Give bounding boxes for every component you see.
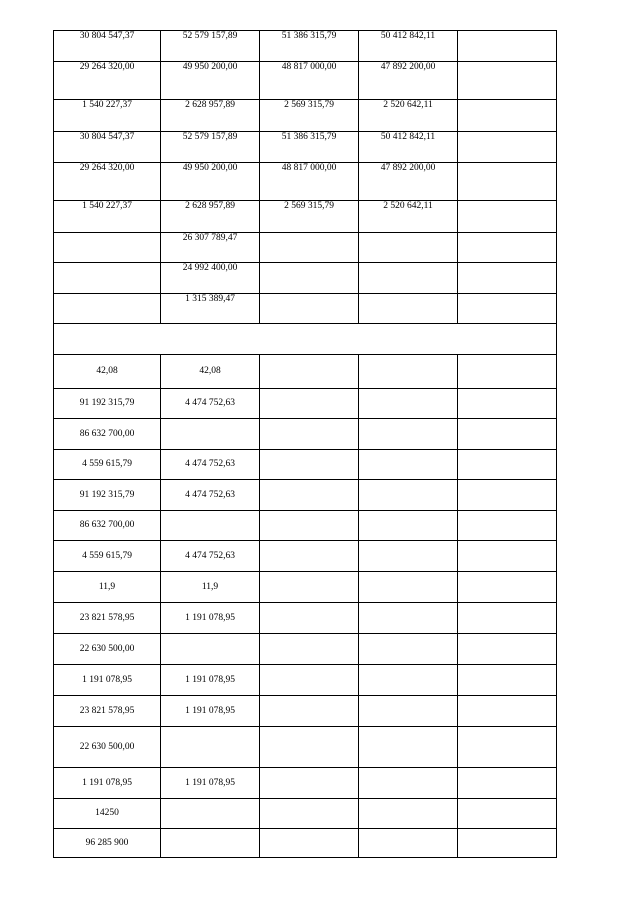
table-row xyxy=(54,389,557,419)
table-cell: 51 386 315,79 xyxy=(260,31,359,62)
table-cell xyxy=(260,727,359,768)
table-cell: 1 191 078,95 xyxy=(161,768,260,799)
table-cell: 47 892 200,00 xyxy=(359,163,458,201)
table-cell xyxy=(458,263,557,294)
table-cell xyxy=(359,480,458,511)
table-cell xyxy=(359,541,458,572)
table-cell xyxy=(458,634,557,665)
table-cell xyxy=(458,603,557,634)
table-row xyxy=(54,163,557,201)
table-cell: 4 474 752,63 xyxy=(161,541,260,572)
table-cell xyxy=(359,768,458,799)
table-cell xyxy=(161,419,260,450)
table-cell: 49 950 200,00 xyxy=(161,163,260,201)
table-cell: 42,08 xyxy=(54,355,161,389)
table-cell xyxy=(260,450,359,480)
table-cell xyxy=(54,263,161,294)
table-cell: 29 264 320,00 xyxy=(54,163,161,201)
table-cell xyxy=(458,768,557,799)
table-cell xyxy=(161,799,260,829)
table-cell: 24 992 400,00 xyxy=(161,263,260,294)
table-cell xyxy=(260,511,359,541)
table-cell xyxy=(260,634,359,665)
table-cell xyxy=(359,355,458,389)
table-cell xyxy=(54,294,161,324)
table-row xyxy=(54,799,557,829)
table-cell: 91 192 315,79 xyxy=(54,480,161,511)
table-cell xyxy=(359,450,458,480)
table-cell xyxy=(359,665,458,696)
table-row xyxy=(54,355,557,389)
table-cell xyxy=(359,263,458,294)
table-cell: 4 474 752,63 xyxy=(161,480,260,511)
table-cell xyxy=(260,665,359,696)
table-cell: 49 950 200,00 xyxy=(161,62,260,100)
table-cell xyxy=(260,480,359,511)
table-row xyxy=(54,696,557,727)
table-cell xyxy=(359,419,458,450)
table-cell: 14250 xyxy=(54,799,161,829)
table-cell xyxy=(260,355,359,389)
table-cell xyxy=(458,389,557,419)
table-cell xyxy=(161,511,260,541)
table-cell xyxy=(359,233,458,263)
table-cell: 2 569 315,79 xyxy=(260,201,359,233)
table-cell xyxy=(161,634,260,665)
table-row xyxy=(54,100,557,132)
table-cell: 1 191 078,95 xyxy=(54,665,161,696)
section-spacer-cell xyxy=(54,324,557,355)
table-cell: 29 264 320,00 xyxy=(54,62,161,100)
table-row xyxy=(54,768,557,799)
table-cell xyxy=(260,799,359,829)
table-cell xyxy=(359,829,458,858)
table-cell xyxy=(161,829,260,858)
table-cell xyxy=(458,727,557,768)
table-cell: 2 569 315,79 xyxy=(260,100,359,132)
table-cell: 1 315 389,47 xyxy=(161,294,260,324)
table-cell: 1 191 078,95 xyxy=(54,768,161,799)
table-cell xyxy=(359,799,458,829)
table-cell xyxy=(458,511,557,541)
table-cell: 26 307 789,47 xyxy=(161,233,260,263)
table-cell: 1 540 227,37 xyxy=(54,100,161,132)
table-row xyxy=(54,829,557,858)
table-row xyxy=(54,419,557,450)
table-cell: 23 821 578,95 xyxy=(54,603,161,634)
table-cell xyxy=(260,696,359,727)
table-cell: 22 630 500,00 xyxy=(54,727,161,768)
table-cell xyxy=(458,829,557,858)
table-cell xyxy=(458,62,557,100)
table-cell: 86 632 700,00 xyxy=(54,419,161,450)
table-cell xyxy=(458,163,557,201)
table-cell xyxy=(458,294,557,324)
table-row xyxy=(54,294,557,324)
table-row xyxy=(54,480,557,511)
table-cell: 2 628 957,89 xyxy=(161,201,260,233)
table-cell: 30 804 547,37 xyxy=(54,31,161,62)
table-row xyxy=(54,132,557,163)
table-cell: 2 520 642,11 xyxy=(359,201,458,233)
table-cell xyxy=(260,829,359,858)
table-cell: 11,9 xyxy=(54,572,161,603)
table-cell xyxy=(458,480,557,511)
table-cell xyxy=(458,665,557,696)
table-row xyxy=(54,62,557,100)
table-cell xyxy=(359,603,458,634)
table-row xyxy=(54,324,557,355)
table-cell xyxy=(458,201,557,233)
table-cell: 51 386 315,79 xyxy=(260,132,359,163)
table-cell xyxy=(359,634,458,665)
table-cell: 50 412 842,11 xyxy=(359,31,458,62)
table-cell: 1 191 078,95 xyxy=(161,603,260,634)
table-row xyxy=(54,665,557,696)
table-cell xyxy=(260,603,359,634)
table-cell: 2 520 642,11 xyxy=(359,100,458,132)
table-cell: 96 285 900 xyxy=(54,829,161,858)
table-cell: 52 579 157,89 xyxy=(161,132,260,163)
table-cell xyxy=(458,233,557,263)
table-cell: 91 192 315,79 xyxy=(54,389,161,419)
table-cell xyxy=(359,696,458,727)
table-cell: 86 632 700,00 xyxy=(54,511,161,541)
table-cell xyxy=(458,696,557,727)
table-cell: 11,9 xyxy=(161,572,260,603)
table-cell xyxy=(458,572,557,603)
table-cell: 30 804 547,37 xyxy=(54,132,161,163)
table-cell xyxy=(260,541,359,572)
table-cell: 4 474 752,63 xyxy=(161,450,260,480)
table-cell xyxy=(359,727,458,768)
table-cell xyxy=(161,727,260,768)
table-cell xyxy=(458,541,557,572)
table-cell xyxy=(260,389,359,419)
table-cell: 4 559 615,79 xyxy=(54,541,161,572)
table-cell: 2 628 957,89 xyxy=(161,100,260,132)
table-cell: 4 559 615,79 xyxy=(54,450,161,480)
table-cell xyxy=(359,572,458,603)
table-cell xyxy=(458,419,557,450)
table-cell xyxy=(260,263,359,294)
table-cell xyxy=(458,100,557,132)
table-cell: 48 817 000,00 xyxy=(260,163,359,201)
table-cell xyxy=(260,768,359,799)
table-cell xyxy=(260,572,359,603)
table-cell: 50 412 842,11 xyxy=(359,132,458,163)
table-cell: 22 630 500,00 xyxy=(54,634,161,665)
table-cell: 23 821 578,95 xyxy=(54,696,161,727)
table-row xyxy=(54,634,557,665)
table-cell: 1 191 078,95 xyxy=(161,696,260,727)
table-row xyxy=(54,603,557,634)
table-row xyxy=(54,541,557,572)
data-table xyxy=(53,30,557,858)
table-row xyxy=(54,450,557,480)
table-cell: 4 474 752,63 xyxy=(161,389,260,419)
table-cell xyxy=(260,419,359,450)
table-cell: 1 191 078,95 xyxy=(161,665,260,696)
table-cell xyxy=(458,355,557,389)
table-row xyxy=(54,511,557,541)
table-row xyxy=(54,201,557,233)
table-cell: 42,08 xyxy=(161,355,260,389)
table-row xyxy=(54,727,557,768)
table-cell xyxy=(458,799,557,829)
table-cell: 1 540 227,37 xyxy=(54,201,161,233)
table-cell xyxy=(359,511,458,541)
table-cell xyxy=(458,450,557,480)
table-cell xyxy=(359,389,458,419)
table-cell xyxy=(359,294,458,324)
table-cell xyxy=(260,233,359,263)
table-cell: 47 892 200,00 xyxy=(359,62,458,100)
table-row xyxy=(54,31,557,62)
table-row xyxy=(54,263,557,294)
table-cell xyxy=(260,294,359,324)
table-body xyxy=(54,31,557,858)
table-cell xyxy=(458,132,557,163)
table-cell xyxy=(458,31,557,62)
table-row xyxy=(54,233,557,263)
table-cell xyxy=(54,233,161,263)
table-row xyxy=(54,572,557,603)
table-cell: 52 579 157,89 xyxy=(161,31,260,62)
table-cell: 48 817 000,00 xyxy=(260,62,359,100)
